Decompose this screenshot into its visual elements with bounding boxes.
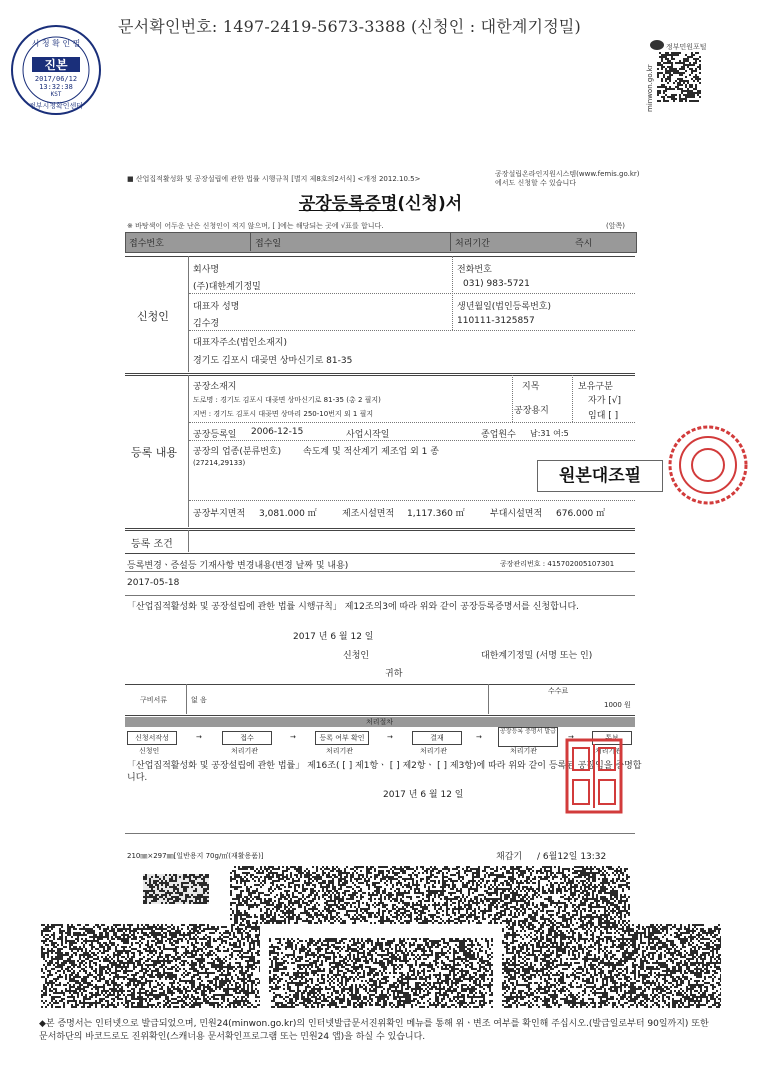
company-label: 회사명 — [193, 265, 220, 275]
workers-label: 종업원수 — [481, 430, 516, 440]
company-value: (주)대한계기정밀 — [193, 282, 261, 292]
applicant-signature: 대한계기정밀 (서명 또는 인) — [481, 651, 593, 661]
title-paren: (신청) — [397, 194, 446, 214]
lot-address: 지번 : 경기도 김포시 대곶면 상마리 250-10번지 외 1 필지 — [193, 410, 374, 418]
original-verified-stamp: 원본대조필 — [537, 460, 663, 492]
copier-name: 채갑기 — [496, 852, 523, 862]
seal-center-text: 진본 — [44, 58, 68, 72]
process-step-3: 등록 여부 확인 — [315, 731, 369, 745]
period-value: 즉시 — [575, 239, 593, 249]
application-statement: 「산업집적활성화 및 공장설립에 관한 법률 시행규칙」 제12조의3에 따라 위와 같이 공장등록증명서를 신청합니다. — [127, 602, 580, 612]
form-header-note: ■ 산업집적활성화 및 공장설립에 관한 법률 시행규칙 [별지 제8호의2서식] <개정 2012.10.5> — [127, 175, 421, 183]
rep-label: 대표자 성명 — [193, 302, 240, 312]
conditions-row — [125, 530, 635, 554]
fee-value: 1000 원 — [604, 701, 631, 709]
industry-value: 속도계 및 적산계기 제조업 외 1 종 — [303, 447, 439, 457]
process-role-3: 처리기관 — [326, 747, 354, 755]
road-address: 도로명 : 경기도 김포시 대곶면 상마신기로 81-35 (총 2 필지) — [193, 396, 381, 404]
ownership-own: 자가 [√] — [588, 396, 622, 406]
paper-spec: 210㎜×297㎜[일반용지 70g/㎡(재활용품)] — [127, 852, 264, 860]
process-step-2: 접수 — [222, 731, 272, 745]
certification-statement: 「산업집적활성화 및 공장설립에 관한 법률」 제16조( [ ] 제1항ㆍ [ ] 제2항ㆍ [ ] 제3항)에 따라 위와 같이 등록된 공장임을 증명합니다. — [127, 761, 642, 783]
receipt-date-label: 접수일 — [255, 239, 282, 249]
process-role-4: 처리기관 — [420, 747, 448, 755]
period-label: 처리기간 — [455, 239, 490, 249]
industry-codes: (27214,29133) — [193, 459, 246, 467]
process-role-5: 처리기관 — [510, 747, 538, 755]
zone-label: 지목 — [522, 382, 540, 392]
reg-date-label: 공장등록일 — [193, 430, 237, 440]
title-end: 서 — [445, 194, 463, 214]
seal-zone: KST — [50, 91, 62, 98]
page-side: (앞쪽) — [606, 222, 625, 230]
zone-value: 공장용지 — [514, 406, 549, 416]
process-step-6: 통보 — [592, 731, 632, 745]
phone-value: 031) 983-5721 — [463, 279, 530, 289]
workers-value: 남:31 여:5 — [530, 429, 569, 438]
authentication-seal — [10, 24, 102, 116]
rep-value: 김수경 — [193, 319, 220, 329]
gov-logo-label: 정부민원포털 — [666, 43, 707, 51]
applicant-section-label: 신청인 — [137, 310, 169, 323]
gov-url: minwon.go.kr — [646, 64, 654, 112]
site-area-label: 공장부지면적 — [193, 509, 246, 519]
applicant-sign-label: 신청인 — [343, 651, 370, 661]
title-main: 공장등록증명 — [298, 194, 398, 214]
industry-label: 공장의 업종(분류번호) — [193, 447, 282, 457]
official-seal-red — [667, 424, 749, 506]
addressee: 귀하 — [385, 669, 403, 679]
process-step-1: 신청서작성 — [127, 731, 177, 745]
conditions-label: 등록 조건 — [131, 539, 173, 550]
site-area-value: 3,081.000 ㎡ — [259, 509, 317, 519]
registration-section-label: 등록 내용 — [131, 446, 178, 459]
mfg-area-label: 제조시설면적 — [342, 509, 395, 519]
seal-date: 2017/06/12 — [34, 75, 78, 83]
receipt-row — [125, 232, 637, 253]
document-title — [0, 189, 761, 214]
receipt-no-label: 접수번호 — [129, 239, 164, 249]
mfg-area-value: 1,117.360 ㎡ — [407, 509, 465, 519]
application-date: 2017 년 6 월 12 일 — [293, 632, 374, 642]
form-note: ※ 바탕색이 어두운 난은 신청인이 적지 않으며, [ ]에는 해당되는 곳에 √표를 합니다. — [127, 222, 384, 230]
ownership-label: 보유구분 — [578, 382, 613, 392]
process-role-2: 처리기관 — [231, 747, 259, 755]
change-label: 등록변경ㆍ증설등 기재사항 변경내용(변경 날짜 및 내용) — [127, 561, 349, 571]
aux-area-label: 부대시설면적 — [490, 509, 543, 519]
barcode-middle — [269, 938, 493, 1008]
management-number: 공장관리번호 : 415702005107301 — [500, 560, 615, 568]
official-seal-square — [565, 738, 623, 814]
qr-code — [657, 52, 701, 102]
documents-value: 없 음 — [191, 696, 207, 704]
gov-logo-icon — [650, 40, 664, 50]
seal-time: 13:32:38 — [39, 83, 73, 91]
process-role-1: 신청인 — [139, 747, 160, 755]
birth-label: 생년월일(법인등록번호) — [457, 302, 551, 312]
seal-top-text: 시 청 확 인 필 — [31, 39, 81, 48]
ownership-lease: 임대 [ ] — [588, 411, 619, 421]
birth-value: 110111-3125857 — [457, 316, 535, 326]
aux-area-value: 676.000 ㎡ — [556, 509, 606, 519]
process-step-5: 공장등록 증명서 발급 — [498, 727, 558, 747]
addr-value: 경기도 김포시 대곶면 상마신기로 81-35 — [193, 356, 353, 366]
process-role-6: 처리기관 — [595, 747, 623, 755]
fee-label: 수수료 — [548, 687, 569, 695]
change-date: 2017-05-18 — [127, 578, 180, 588]
reg-date-value: 2006-12-15 — [251, 427, 304, 437]
copy-date: / 6월12일 13:32 — [537, 852, 607, 862]
seal-bottom-text: 정부시청확인센터 — [28, 102, 84, 110]
addr-label: 대표자주소(법인소재지) — [193, 338, 287, 348]
documents-label: 구비서류 — [140, 696, 168, 704]
process-step-4: 결재 — [412, 731, 462, 745]
biz-start-label: 사업시작일 — [346, 430, 390, 440]
document-number: 문서확인번호: 1497-2419-5673-3388 (신청인 : 대한계기정밀) — [118, 17, 581, 36]
phone-label: 전화번호 — [457, 265, 492, 275]
barcode-right — [502, 924, 721, 1008]
form-header-right: 공장설립온라인지원시스템(www.femis.go.kr)에서도 신청할 수 있습니다 — [495, 170, 640, 187]
barcode-top — [230, 866, 630, 924]
barcode-small — [143, 874, 209, 904]
location-label: 공장소재지 — [193, 382, 237, 392]
certification-date: 2017 년 6 월 12 일 — [383, 790, 464, 800]
barcode-left — [41, 924, 260, 1008]
process-title: 처리절차 — [366, 718, 394, 726]
footer-notice: ◆본 증명서는 인터넷으로 발급되었으며, 민원24(minwon.go.kr)의 인터넷발급문서진위확인 메뉴를 통해 위ㆍ변조 여부를 확인해 주십시오.(발급일로부터 90일까지) 또한 문서하단의 바코드로도 진위확인(스캐너용 문서확인프로그램 또는 민원24 앱)을 하실 수 있습니다. — [39, 1019, 709, 1042]
